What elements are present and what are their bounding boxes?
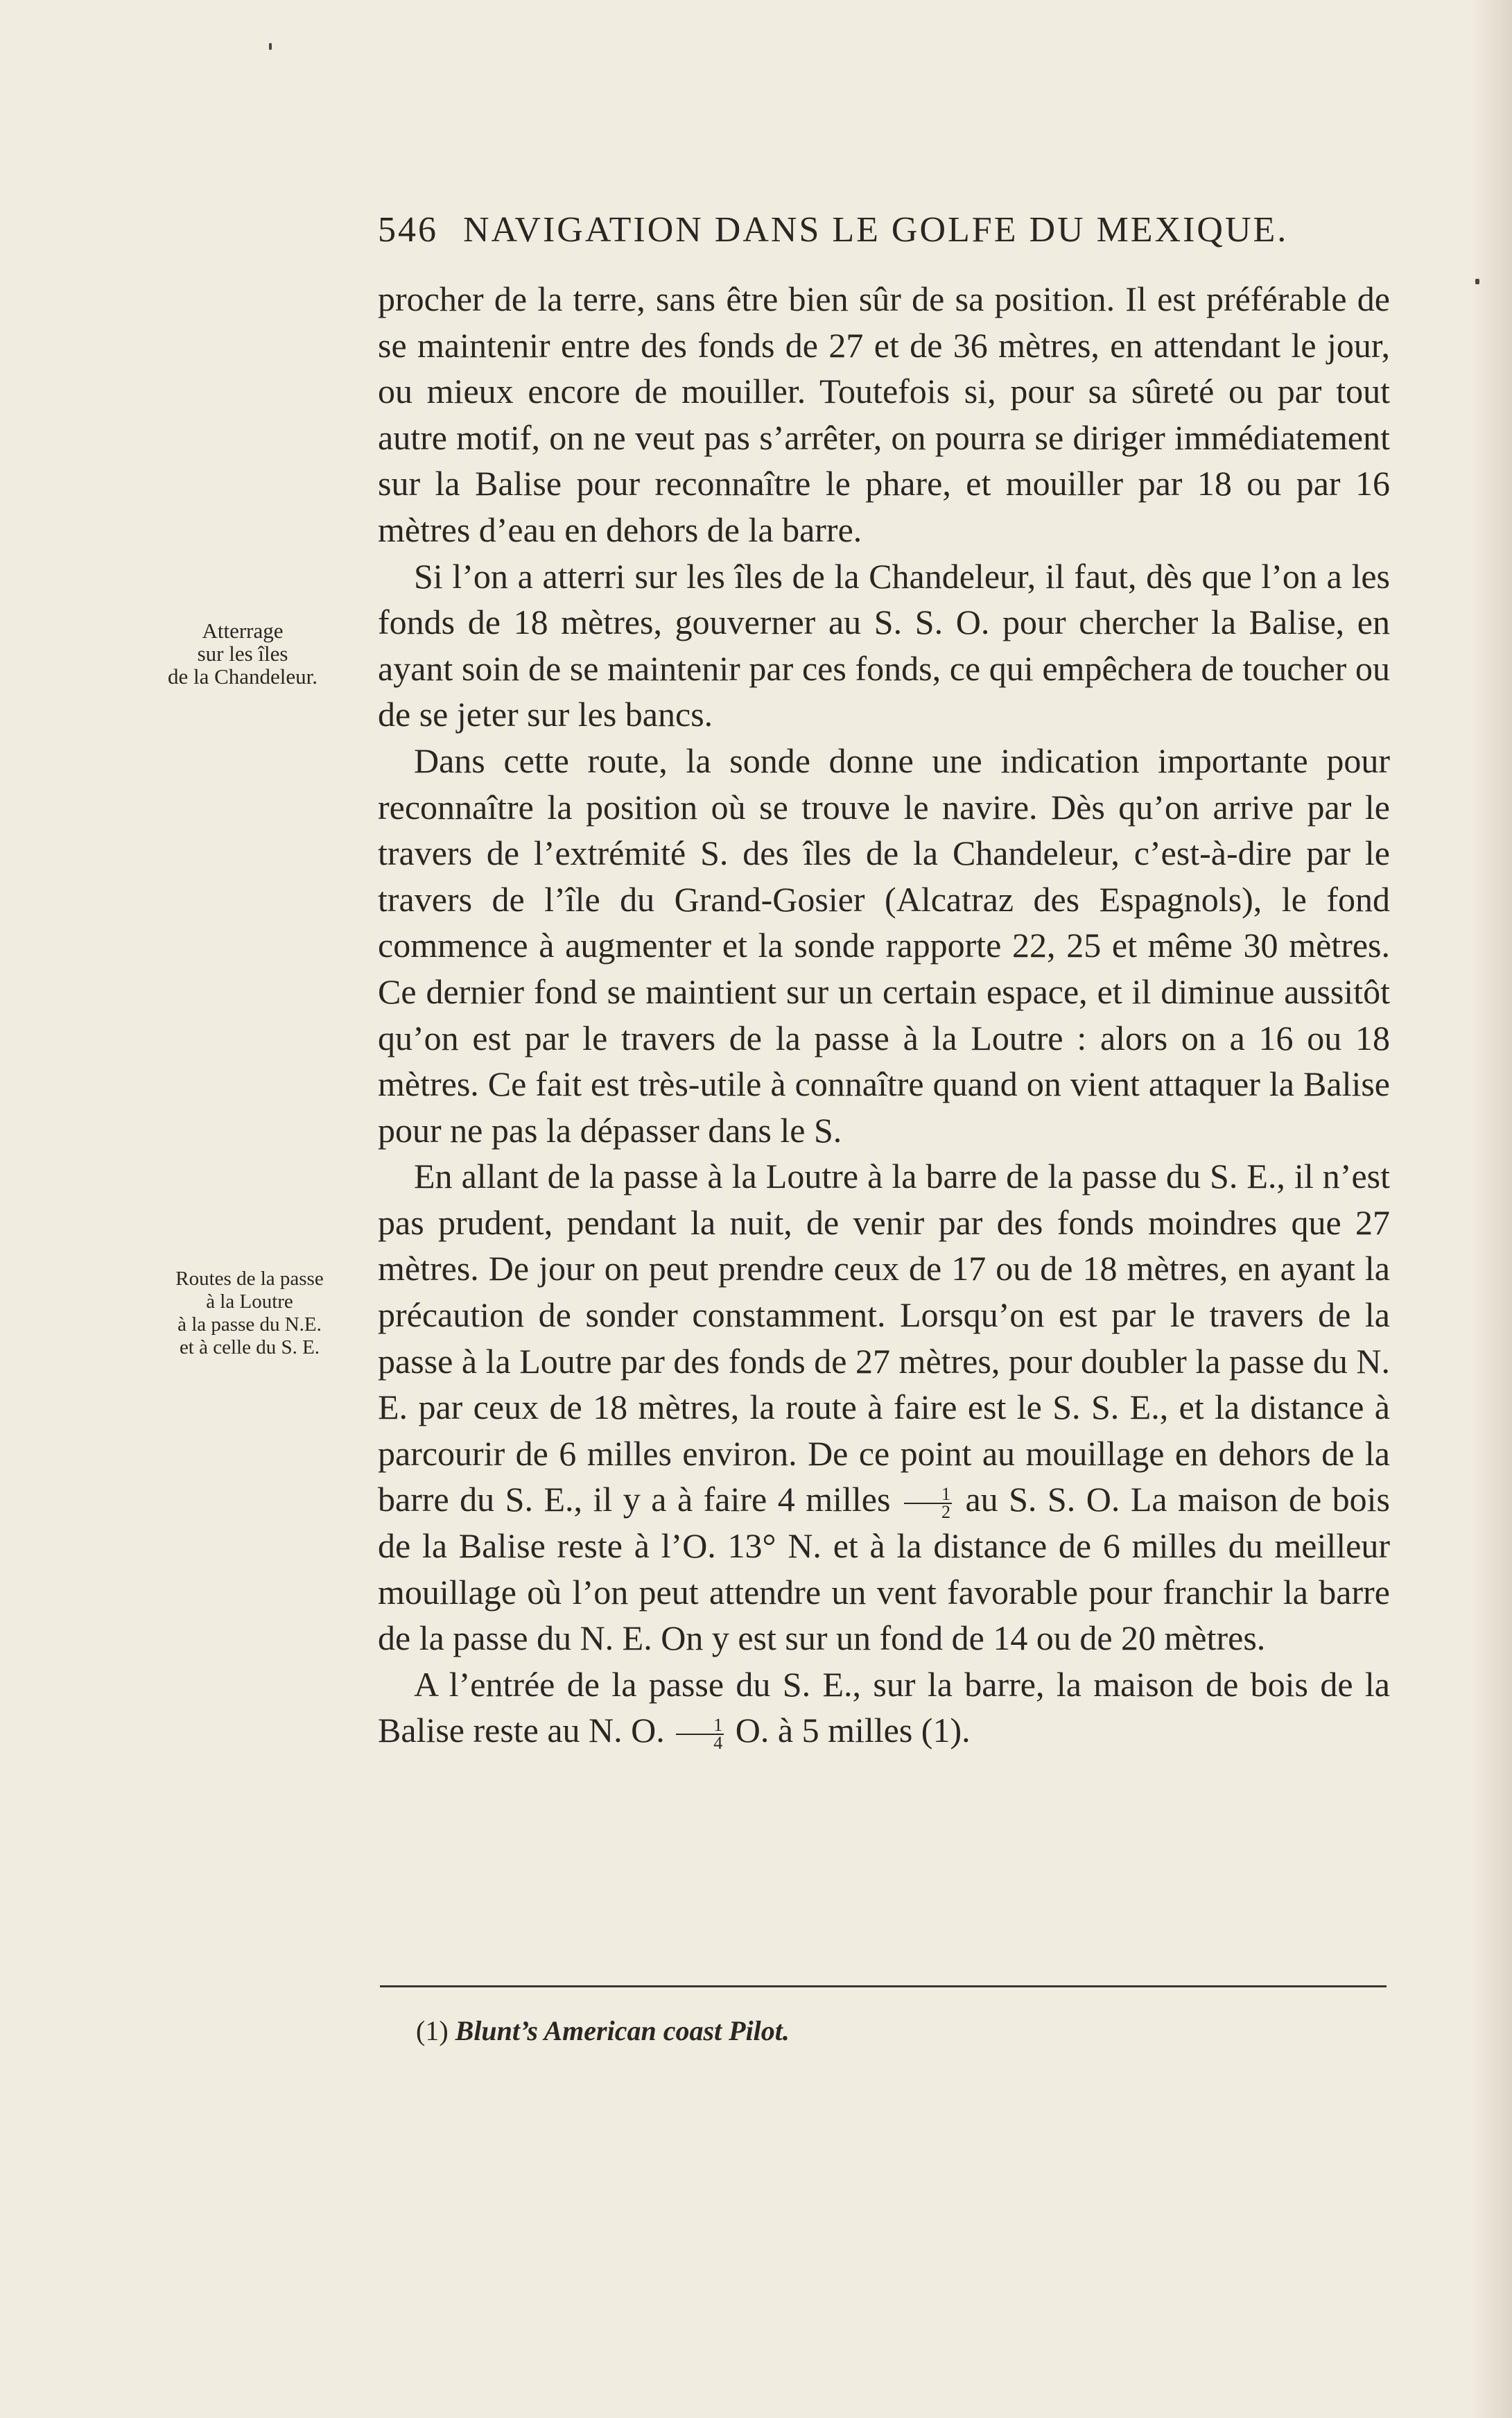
paragraph-text: A l’entrée de la passe du S. E., sur la barre, la maison de bois de la Balise reste au N. O. — [378, 1664, 1390, 1750]
margin-note-line: à la Loutre — [206, 1290, 293, 1313]
margin-note-line: de la Chandeleur. — [167, 664, 318, 689]
margin-note-routes — [146, 1268, 354, 1359]
paragraph-sonde: Dans cette route, la sonde donne une indication importante pour reconnaître la position où se trouve le navire. Dès qu’on arrive par le travers de l’extrémité S. des îles de la Chandeleur, c’est-à-dire par le travers de l’île du Grand-Gosier (Alcatraz des Espagnols), le fond commence à augmenter et la sonde rapporte 22, 25 et même 30 mètres. Ce dernier fond se maintient sur un certain espace, et il diminue aussitôt qu’on est par le travers de la passe à la Loutre : alors on a 16 ou 18 mètres. Ce fait est très-utile à connaître quand on vient attaquer la Balise pour ne pas la dépasser dans le S. — [378, 741, 1390, 1150]
paragraph-text: En allant de la passe à la Loutre à la barre de la passe du S. E., il n’est pas prudent, pendant la nuit, de venir par des fonds moindres que 27 mètres. De jour on peut prendre ceux de 17 ou de 18 mètres, en ayant la précaution de sonder constamment. Lorsqu’on est par le travers de la passe à la Loutre par des fonds de 27 mètres, pour doubler la passe du N. E. par ceux de 18 mètres, la route à faire est le S. S. E., et la distance à parcourir de 6 milles environ. De ce point au mouillage en dehors de la barre du S. E., il y a à faire 4 milles — [378, 1157, 1390, 1519]
fraction-denominator: 4 — [713, 1732, 723, 1753]
paragraph-continuation: procher de la terre, sans être bien sûr de sa position. Il est préférable de se maintenir entre des fonds de 27 et de 36 mètres, en attendant le jour, ou mieux encore de mouiller. Toutefois si, pour sa sûreté ou par tout autre motif, on ne veut pas s’arrêter, on pourra se diriger immédiatement sur la Balise pour reconnaître le phare, et mouiller par 18 ou par 16 mètres d’eau en dehors de la barre. — [378, 279, 1390, 549]
margin-note-line: et à celle du S. E. — [179, 1336, 320, 1358]
margin-note-line: Atterrage — [202, 619, 284, 643]
fraction-one-quarter — [676, 1714, 724, 1753]
paragraph-text: O. à 5 milles (1). — [735, 1711, 971, 1750]
page-number: 546 — [378, 210, 438, 250]
paragraph-text: au S. S. O. La maison de bois de la Balise reste à l’O. 13° N. et à la distance de 6 milles du meilleur mouillage où l’on peut attendre un vent favorable pour franchir la barre de la passe du N. E. On y est sur un fond de 14 ou de 20 mètres. — [378, 1480, 1391, 1658]
print-speck — [269, 43, 272, 50]
body-text — [378, 276, 1390, 1754]
footnote-marker: (1) — [416, 2015, 449, 2046]
running-header — [378, 209, 1390, 250]
paragraph-routes — [378, 1153, 1390, 1661]
paragraph-chandeleur: Si l’on a atterri sur les îles de la Chandeleur, il faut, dès que l’on a les fonds de 18 mètres, gouverner au S. S. O. pour chercher la Balise, en ayant soin de se maintenir par ces fonds, ce qui empêchera de toucher ou de se jeter sur les bancs. — [378, 556, 1390, 734]
fraction-one-half — [904, 1483, 952, 1522]
margin-note-line: à la passe du N.E. — [177, 1313, 322, 1336]
page-edge-shadow — [1470, 0, 1512, 2418]
footnote-rule — [380, 1985, 1387, 1987]
fraction-denominator: 2 — [941, 1501, 950, 1522]
margin-note-line: sur les îles — [197, 641, 288, 666]
footnote-title: Blunt’s American coast Pilot. — [455, 2015, 790, 2046]
footnote — [416, 2014, 790, 2047]
running-title: NAVIGATION DANS LE GOLFE DU MEXIQUE. — [463, 210, 1289, 250]
print-speck — [1475, 279, 1479, 284]
paragraph-entree — [378, 1661, 1390, 1754]
fraction-numerator: 1 — [904, 1486, 952, 1504]
margin-note-line: Routes de la passe — [175, 1268, 324, 1290]
fraction-numerator: 1 — [676, 1717, 724, 1735]
margin-note-atterrage — [139, 619, 347, 688]
